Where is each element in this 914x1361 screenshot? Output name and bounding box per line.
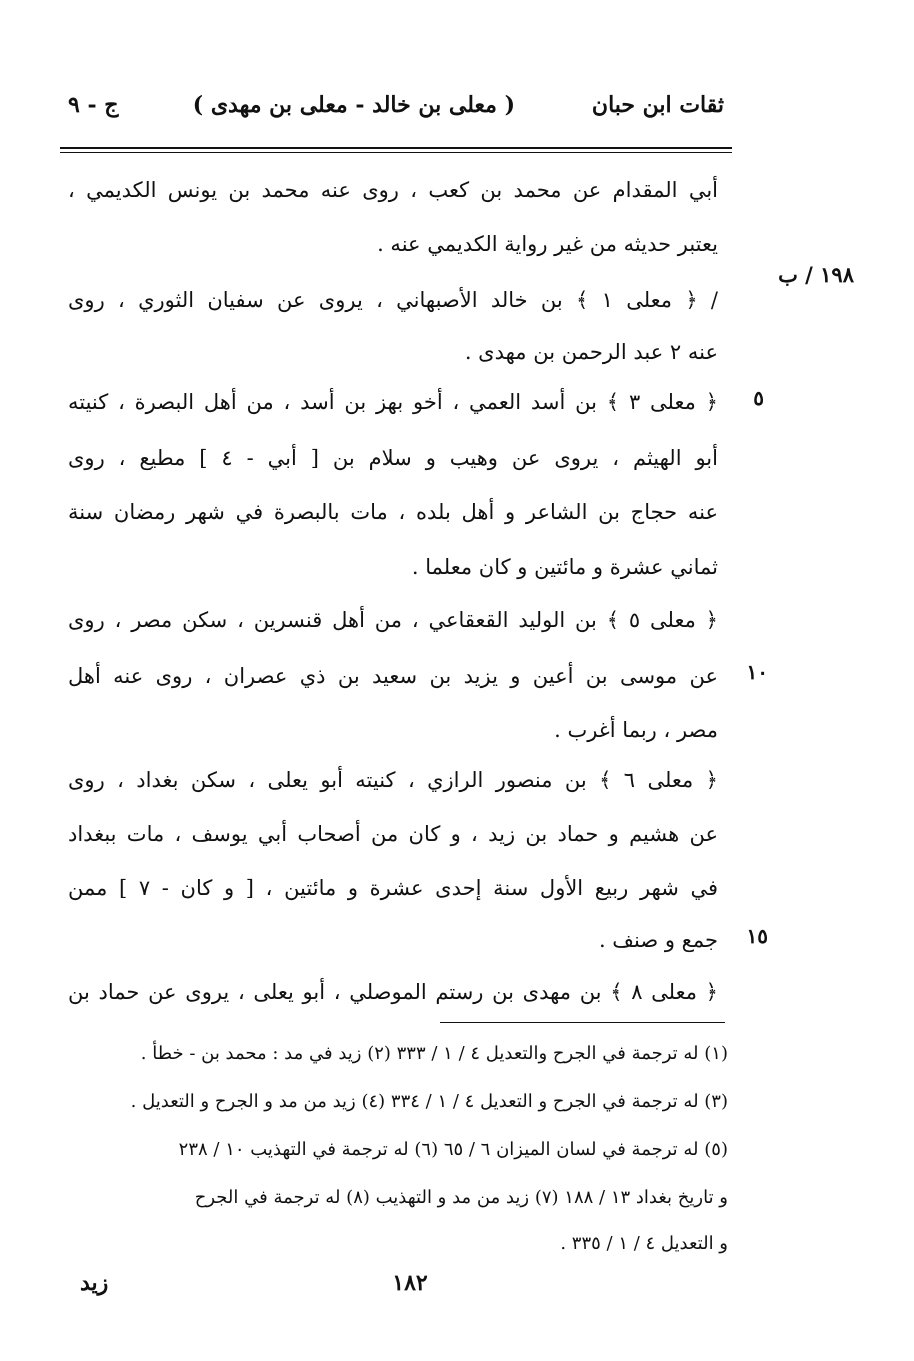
footnote-line: (١) له ترجمة في الجرح والتعديل ٤ / ١ / ٣٣٣ (٢) زيد في مد : محمد بن - خطأ . [140, 1043, 728, 1064]
text-line: ﴿ معلى ٥ ﴾ بن الوليد القعقاعي ، من أهل قنسرين ، سكن مصر ، روى [68, 608, 718, 632]
text-line: مصر ، ربما أغرب . [554, 718, 718, 742]
text-line: يعتبر حديثه من غير رواية الكديمي عنه . [377, 232, 718, 256]
manuscript-folio-ref: ١٩٨ / ب [778, 262, 854, 287]
catchword: زيد [80, 1270, 109, 1296]
footnote-line: و تاريخ بغداد ١٣ / ١٨٨ (٧) زيد من مد و التهذيب (٨) له ترجمة في الجرح [194, 1187, 728, 1208]
running-head-section: ( معلى بن خالد - معلى بن مهدى ) [192, 92, 515, 118]
text-line: عن موسى بن أعين و يزيد بن سعيد بن ذي عصران ، روى عنه أهل [68, 664, 718, 688]
page-number: ١٨٢ [392, 1270, 428, 1296]
line-number-5: ٥ [753, 386, 764, 410]
text-line: ﴿ معلى ٣ ﴾ بن أسد العمي ، أخو بهز بن أسد ، من أهل البصرة ، كنيته [68, 390, 718, 414]
text-line: ثماني عشرة و مائتين و كان معلما . [411, 555, 718, 579]
text-line: عنه ٢ عبد الرحمن بن مهدى . [464, 340, 718, 364]
line-number-15: ١٥ [746, 924, 768, 948]
line-number-10: ١٠ [746, 660, 768, 684]
text-line: ﴿ معلى ٨ ﴾ بن مهدى بن رستم الموصلي ، أبو يعلى ، يروى عن حماد بن [68, 980, 718, 1004]
running-head-volume: ج - ٩ [68, 92, 119, 118]
text-line: أبو الهيثم ، يروى عن وهيب و سلام بن [ أبي - ٤ ] مطيع ، روى [68, 446, 718, 470]
footnote-line: (٣) له ترجمة في الجرح و التعديل ٤ / ١ / ٣٣٤ (٤) زيد من مد و الجرح و التعديل . [130, 1091, 728, 1112]
text-line: جمع و صنف . [598, 928, 718, 952]
text-line: / ﴿ معلى ١ ﴾ بن خالد الأصبهاني ، يروى عن سفيان الثوري ، روى [68, 288, 718, 312]
running-head-book-title: ثقات ابن حبان [591, 92, 724, 118]
text-line: في شهر ربيع الأول سنة إحدى عشرة و مائتين ، [ و كان - ٧ ] ممن [68, 876, 718, 900]
footnote-rule [440, 1022, 725, 1023]
header-rule [60, 147, 732, 149]
text-line: عنه حجاج بن الشاعر و أهل بلده ، مات بالبصرة في شهر رمضان سنة [68, 500, 718, 524]
footnote-line: (٥) له ترجمة في لسان الميزان ٦ / ٦٥ (٦) له ترجمة في التهذيب ١٠ / ٢٣٨ [178, 1139, 728, 1160]
text-line: عن هشيم و حماد بن زيد ، و كان من أصحاب أبي يوسف ، مات ببغداد [68, 822, 718, 846]
text-line: ﴿ معلى ٦ ﴾ بن منصور الرازي ، كنيته أبو يعلى ، سكن بغداد ، روى [68, 768, 718, 792]
text-line: أبي المقدام عن محمد بن كعب ، روى عنه محمد بن يونس الكديمي ، [68, 178, 718, 202]
header-rule-thin [60, 152, 732, 153]
footnote-line: و التعديل ٤ / ١ / ٣٣٥ . [560, 1233, 728, 1254]
